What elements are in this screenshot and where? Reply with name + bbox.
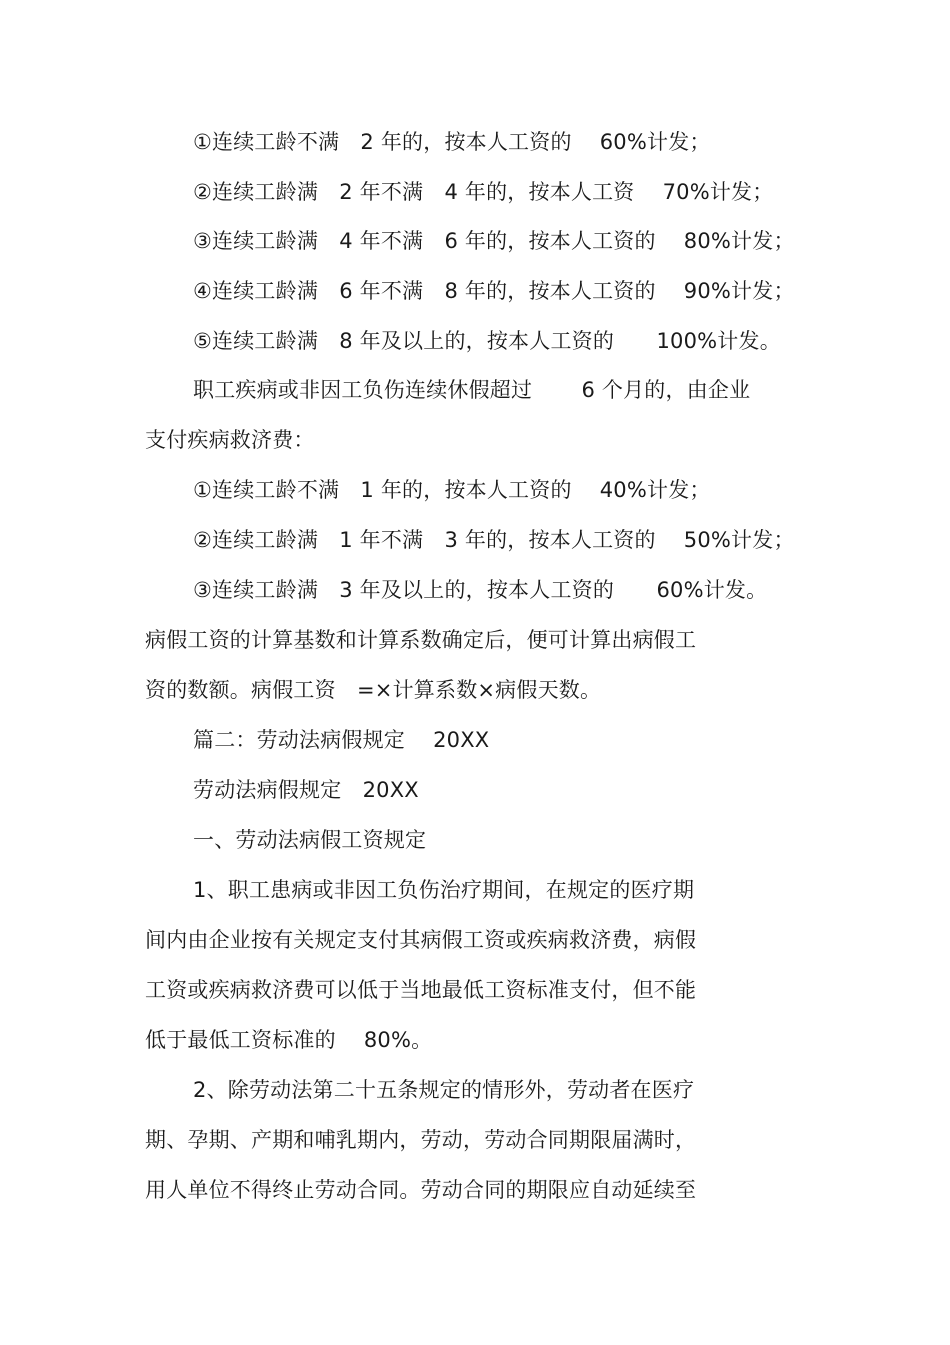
text-line-17: 间内由企业按有关规定支付其病假工资或疾病救济费，病假 bbox=[145, 928, 697, 952]
text-line-14: 劳动法病假规定 20XX bbox=[193, 778, 419, 802]
text-line-12: 资的数额。病假工资 =×计算系数×病假天数。 bbox=[145, 678, 602, 702]
text-line-3: ③连续工龄满 4 年不满 6 年的，按本人工资的 80%计发； bbox=[193, 229, 795, 253]
text-line-1: ①连续工龄不满 2 年的，按本人工资的 60%计发； bbox=[193, 130, 711, 154]
text-line-15: 一、劳动法病假工资规定 bbox=[193, 828, 427, 852]
text-line-5: ⑤连续工龄满 8 年及以上的，按本人工资的 100%计发。 bbox=[193, 329, 781, 353]
text-line-21: 期、孕期、产期和哺乳期内，劳动，劳动合同期限届满时， bbox=[145, 1128, 697, 1152]
text-line-9: ②连续工龄满 1 年不满 3 年的，按本人工资的 50%计发； bbox=[193, 528, 795, 552]
text-line-7: 支付疾病救济费： bbox=[145, 428, 315, 452]
text-line-2: ②连续工龄满 2 年不满 4 年的，按本人工资 70%计发； bbox=[193, 180, 774, 204]
text-line-8: ①连续工龄不满 1 年的，按本人工资的 40%计发； bbox=[193, 478, 711, 502]
text-line-19: 低于最低工资标准的 80%。 bbox=[145, 1028, 433, 1052]
text-line-22: 用人单位不得终止劳动合同。劳动合同的期限应自动延续至 bbox=[145, 1178, 697, 1202]
text-line-4: ④连续工龄满 6 年不满 8 年的，按本人工资的 90%计发； bbox=[193, 279, 795, 303]
text-line-6: 职工疾病或非因工负伤连续休假超过 6 个月的，由企业 bbox=[193, 378, 751, 402]
text-line-10: ③连续工龄满 3 年及以上的，按本人工资的 60%计发。 bbox=[193, 578, 768, 602]
text-line-16: 1、职工患病或非因工负伤治疗期间，在规定的医疗期 bbox=[193, 878, 695, 902]
text-line-18: 工资或疾病救济费可以低于当地最低工资标准支付，但不能 bbox=[145, 978, 697, 1002]
text-line-11: 病假工资的计算基数和计算系数确定后，便可计算出病假工 bbox=[145, 628, 697, 652]
text-line-13: 篇二：劳动法病假规定 20XX bbox=[193, 728, 490, 752]
text-line-20: 2、除劳动法第二十五条规定的情形外，劳动者在医疗 bbox=[193, 1078, 695, 1102]
